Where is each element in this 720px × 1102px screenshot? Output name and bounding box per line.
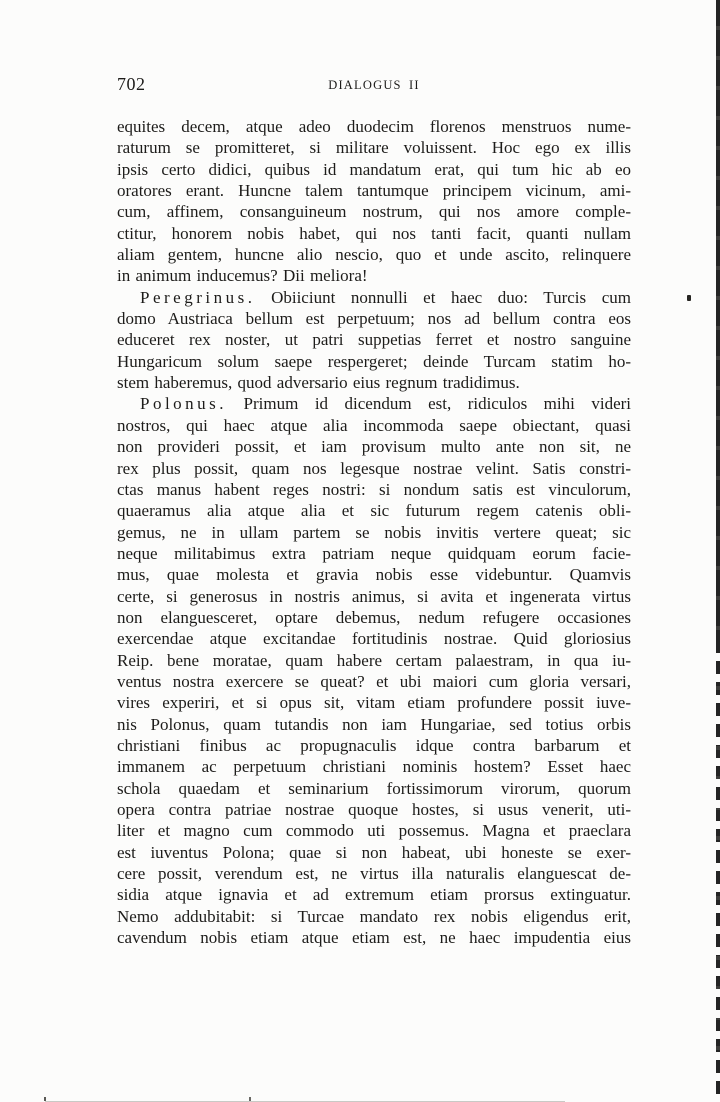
text-line: est iuventus Polona; quae si non habeat, ubi honeste se exer- <box>117 842 631 862</box>
text-line: nostros, qui haec atque alia incommoda saepe obiectant, quasi <box>117 415 631 435</box>
scan-bottom-speck <box>44 1097 46 1101</box>
text-line: schola quaedam et seminarium fortissimorum virorum, quorum <box>117 778 631 798</box>
text-line: neque militabimus extra patriam neque quidquam eorum facie- <box>117 543 631 563</box>
text-line: Reip. bene moratae, quam habere certam palaestram, in qua iu- <box>117 650 631 670</box>
text-line: Nemo addubitabit: si Turcae mandato rex nobis eligendus erit, <box>117 906 631 926</box>
text-line: cum, affinem, consanguineum nostrum, qui nos amore comple- <box>117 202 631 222</box>
text-line: vires experiri, et si opus sit, vitam etiam profundere possit iuve- <box>117 693 631 713</box>
text-line: Polonus. Primum id dicendum est, ridiculos mihi videri <box>140 394 631 414</box>
page-body <box>117 116 631 948</box>
text-line: exercendae atque excitandae fortitudinis nostrae. Quid gloriosius <box>117 629 631 649</box>
ink-speck <box>687 295 691 301</box>
text-line: liter et magno cum commodo uti possemus. Magna et praeclara <box>117 821 631 841</box>
scan-bottom-speck <box>249 1097 251 1101</box>
text-line: non elanguesceret, optare debemus, nedum refugere occasiones <box>117 607 631 627</box>
text-line: stem haberemus, quod adversario eius regnum tradidimus. <box>117 373 520 393</box>
speaker-name: Peregrinus. <box>140 287 256 307</box>
text-line: educeret rex noster, ut patri suppetias ferret et nostro sanguine <box>117 330 631 350</box>
text-line: nis Polonus, quam tutandis non iam Hungariae, sed totius orbis <box>117 714 631 734</box>
running-title: DIALOGUS II <box>328 78 420 92</box>
text-line: oratores erant. Huncne talem tantumque principem vicinum, ami- <box>117 181 631 201</box>
text-line: cere possit, verendum est, ne virtus illa naturalis elanguescat de- <box>117 864 631 884</box>
text-line: ventus nostra exercere se queat? et ubi maiori cum gloria versari, <box>117 671 631 691</box>
text-line: ctitur, honorem nobis habet, qui nos tanti facit, quanti nullam <box>117 223 631 243</box>
text-line: Hungaricum solum saepe respergeret; deinde Turcam statim ho- <box>117 351 631 371</box>
text-line: cavendum nobis etiam atque etiam est, ne haec impudentia eius <box>117 928 631 948</box>
text-line: Peregrinus. Obiiciunt nonnulli et haec duo: Turcis cum <box>140 287 631 307</box>
text-line: ipsis certo didici, quibus id mandatum erat, qui tum hic ab eo <box>117 159 631 179</box>
text-line: aliam gentem, huncne alio nescio, quo et unde ascito, relinquere <box>117 245 631 265</box>
text-line: raturum se promitteret, si militare voluissent. Hoc ego ex illis <box>117 138 631 158</box>
page-header <box>117 74 631 96</box>
text-line: in animum inducemus? Dii meliora! <box>117 266 368 286</box>
text-line: mus, quae molesta et gravia nobis esse videbuntur. Quamvis <box>117 565 631 585</box>
text-line: gemus, ne in ullam partem se nobis invitis vertere queat; sic <box>117 522 631 542</box>
text-line: domo Austriaca bellum est perpetuum; nos ad bellum contra eos <box>117 309 631 329</box>
text-line: christiani finibus ac propugnaculis idque contra barbarum et <box>117 735 631 755</box>
text-line: sidia atque ignavia et ad extremum etiam prorsus extinguatur. <box>117 885 631 905</box>
text-line: non provideri possit, et iam provisum multo ante non sit, ne <box>117 437 631 457</box>
text-line: certe, si generosus in nostris animus, si avita et ingenerata virtus <box>117 586 631 606</box>
speaker-name: Polonus. <box>140 394 228 414</box>
text-line: quaeramus alia atque alia et sic futurum regem catenis obli- <box>117 501 631 521</box>
text-line: opera contra patriae nostrae quoque hostes, si usus venerit, uti- <box>117 800 631 819</box>
text-line: ctas manus habent reges nostri: si nondum satis est vinculorum, <box>117 479 631 499</box>
text-line: immanem ac perpetuum christiani nominis hostem? Esset haec <box>117 757 631 777</box>
scan-edge-right-gaps <box>716 640 720 1102</box>
text-line: rex plus possit, quam nos legesque nostrae velint. Satis constri- <box>117 458 631 478</box>
text-line: equites decem, atque adeo duodecim florenos menstruos nume- <box>117 117 631 136</box>
page-number: 702 <box>117 74 146 94</box>
